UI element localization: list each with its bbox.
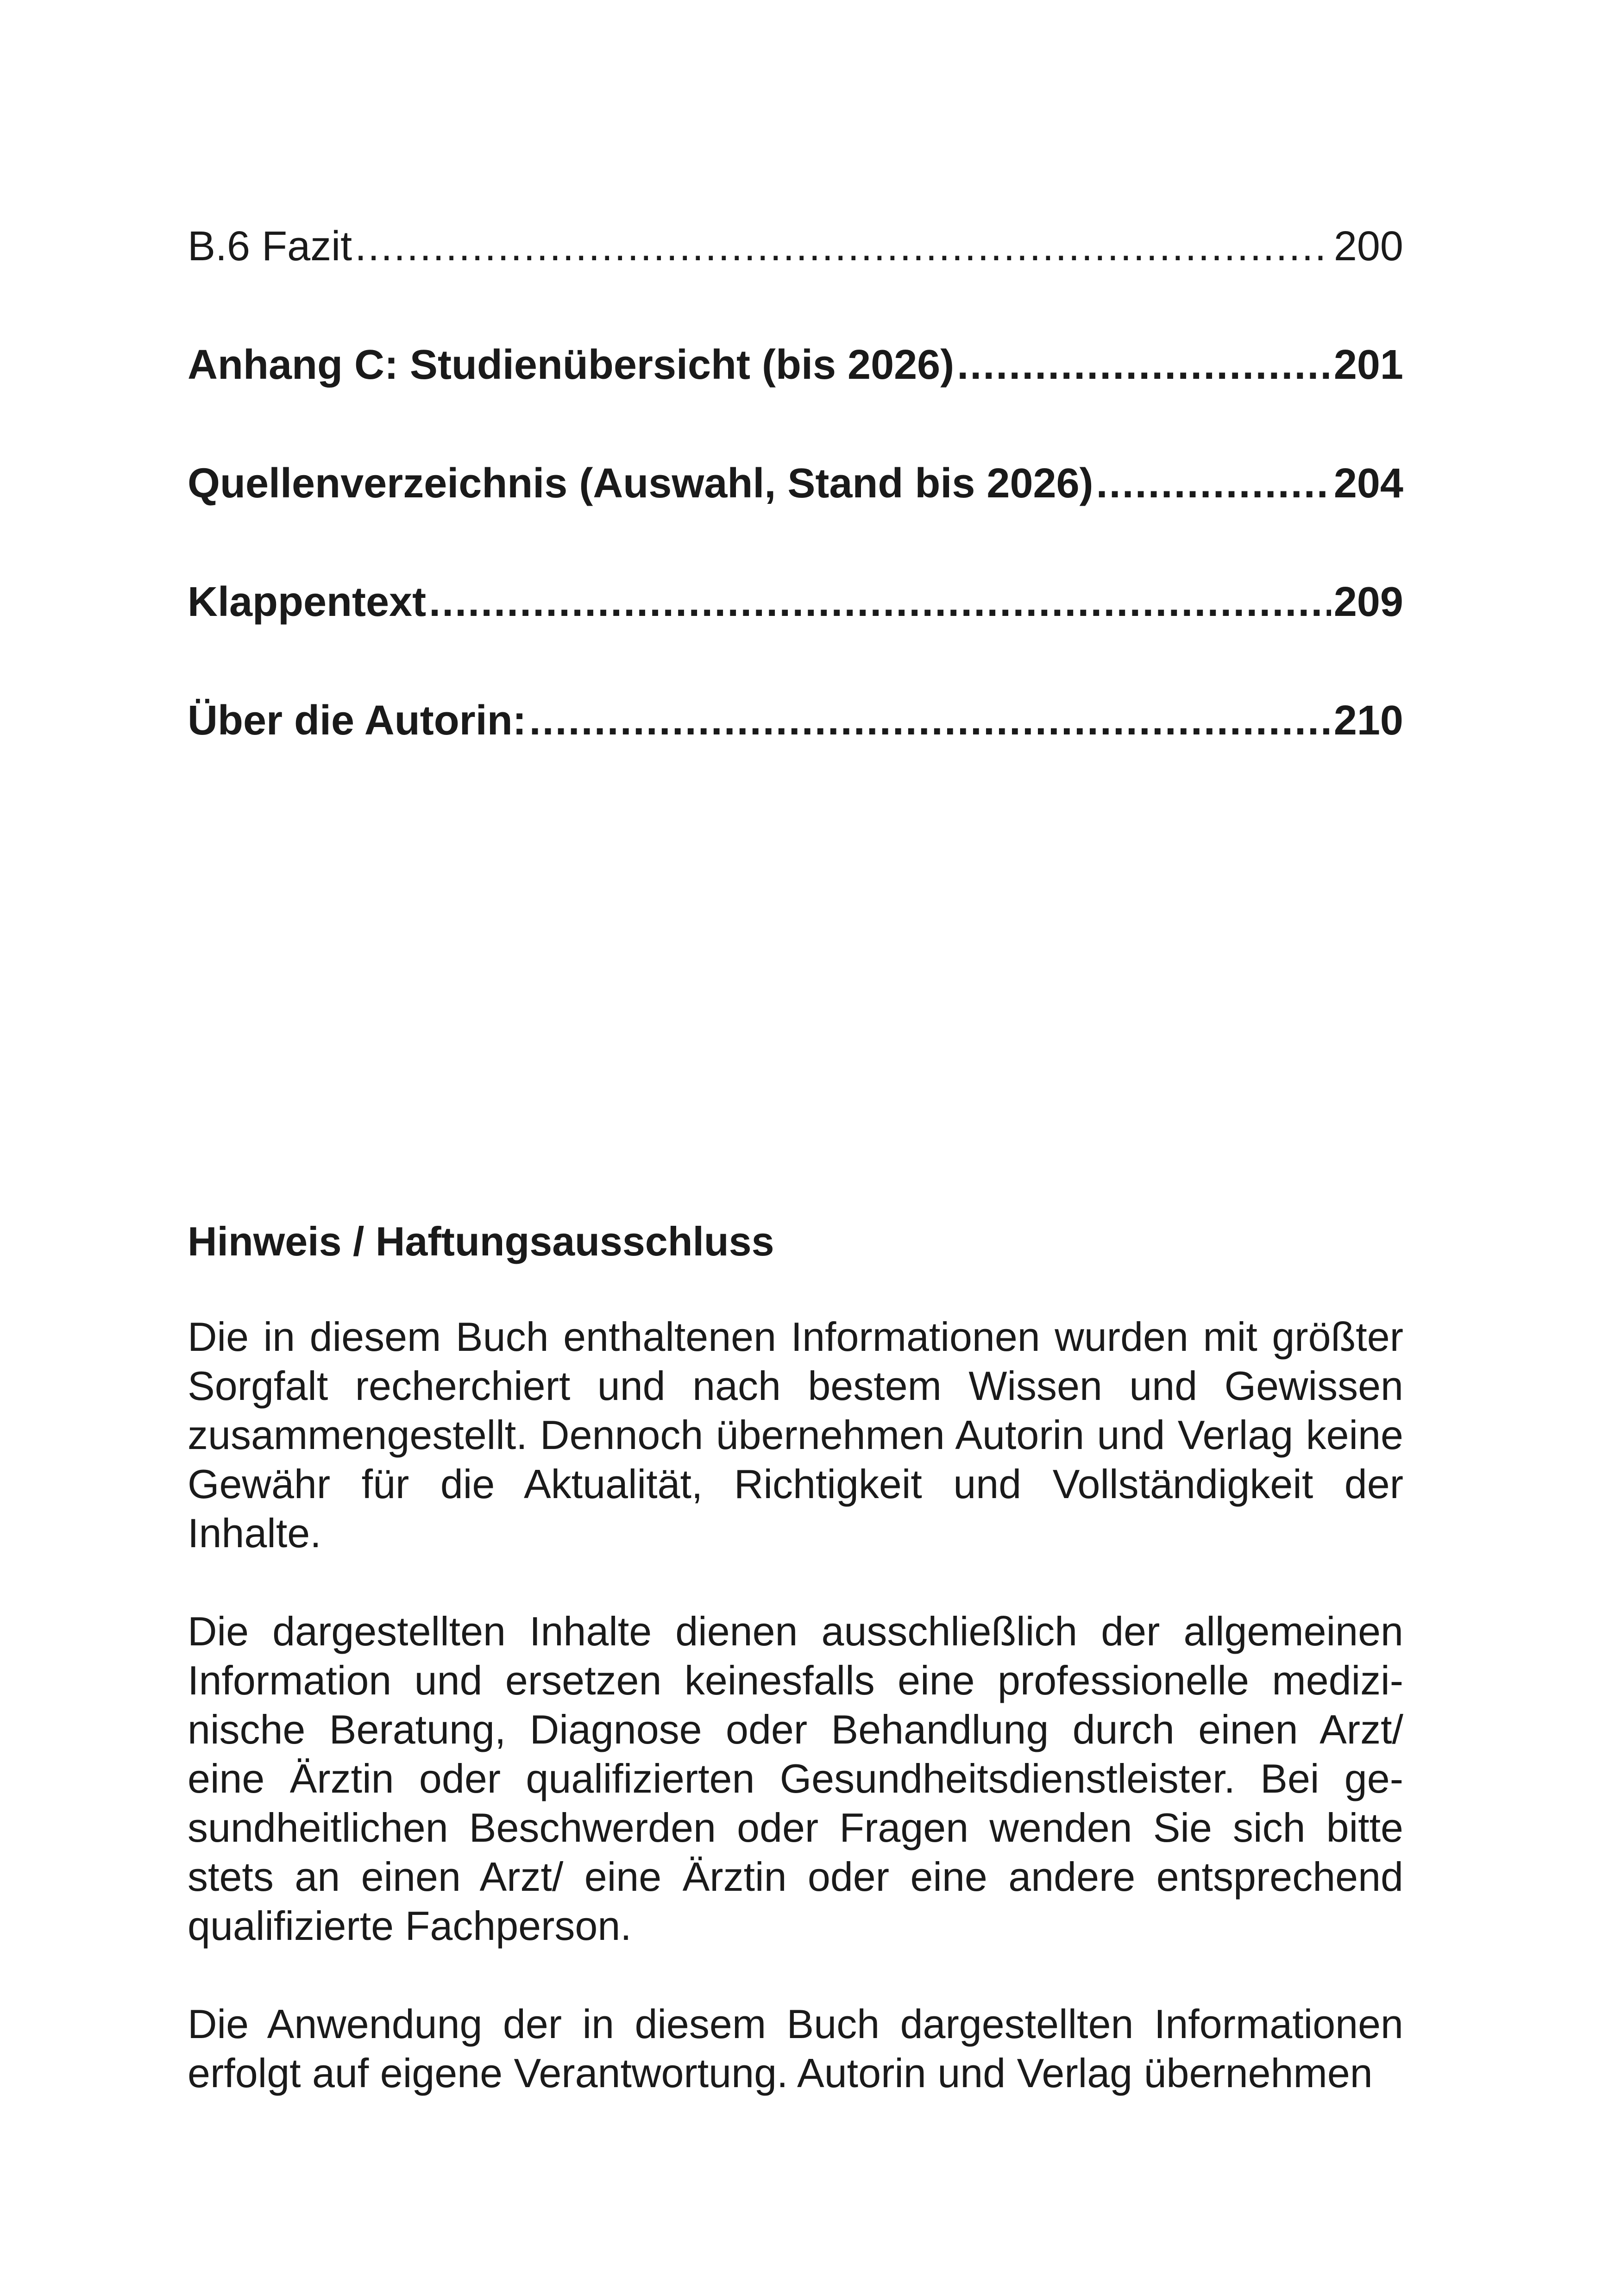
toc-leader-dots xyxy=(429,576,1331,628)
toc-leader-dots xyxy=(529,695,1331,747)
toc-entry-title: Quellenverzeichnis (Auswahl, Stand bis 2026) xyxy=(188,460,1093,507)
disclaimer-heading: Hinweis / Haftungsausschluss xyxy=(188,1218,774,1264)
toc-entry-page: 204 xyxy=(1333,460,1403,507)
toc-entry-klappentext xyxy=(188,576,1403,628)
disclaimer-paragraph: Die in diesem Buch enthaltenen Informationen wurden mit größter Sorgfalt recherchiert und nach bestem Wissen und Gewissen zusammengestellt. Dennoch übernehmen Autorin und Verlag keine Gewähr für die Aktualität, Richtigkeit und Vollständigkeit der Inhalte. xyxy=(188,1314,1403,1556)
toc-entry-page: 210 xyxy=(1333,697,1403,744)
toc-entry-title: B.6 Fazit xyxy=(188,223,352,270)
toc-entry-title: Über die Autorin: xyxy=(188,697,527,744)
table-of-contents xyxy=(188,220,1403,813)
toc-entry-ueber-die-autorin xyxy=(188,695,1403,747)
toc-entry-b6-fazit xyxy=(188,220,1403,272)
toc-entry-page: 200 xyxy=(1333,223,1403,270)
toc-entry-title: Klappentext xyxy=(188,579,427,625)
toc-leader-dots xyxy=(957,339,1331,391)
toc-entry-quellenverzeichnis xyxy=(188,458,1403,509)
disclaimer-paragraph: Die Anwendung der in diesem Buch dargestellten Informationen erfolgt auf eigene Verantwortung. Autorin und Verlag übernehmen xyxy=(188,2001,1403,2096)
toc-entry-title: Anhang C: Studienübersicht (bis 2026) xyxy=(188,342,955,388)
disclaimer-section xyxy=(188,1217,1403,2147)
toc-entry-anhang-c xyxy=(188,339,1403,391)
toc-entry-page: 209 xyxy=(1333,579,1403,625)
disclaimer-paragraph: Die dargestellten Inhalte dienen ausschließlich der allgemeinen Information und ersetzen keinesfalls eine professionelle medizinische Beratung, Diagnose oder Behandlung durch einen Arzt/ eine Ärztin oder qualifizierten Gesundheitsdienstleister. Bei gesundheitlichen Beschwerden oder Fragen wenden Sie sich bitte stets an einen Arzt/ eine Ärztin oder eine andere entsprechend qualifizierte Fachperson. xyxy=(188,1608,1403,1949)
toc-leader-dots xyxy=(1096,458,1331,509)
toc-leader-dots xyxy=(355,220,1331,272)
toc-entry-page: 201 xyxy=(1333,342,1403,388)
